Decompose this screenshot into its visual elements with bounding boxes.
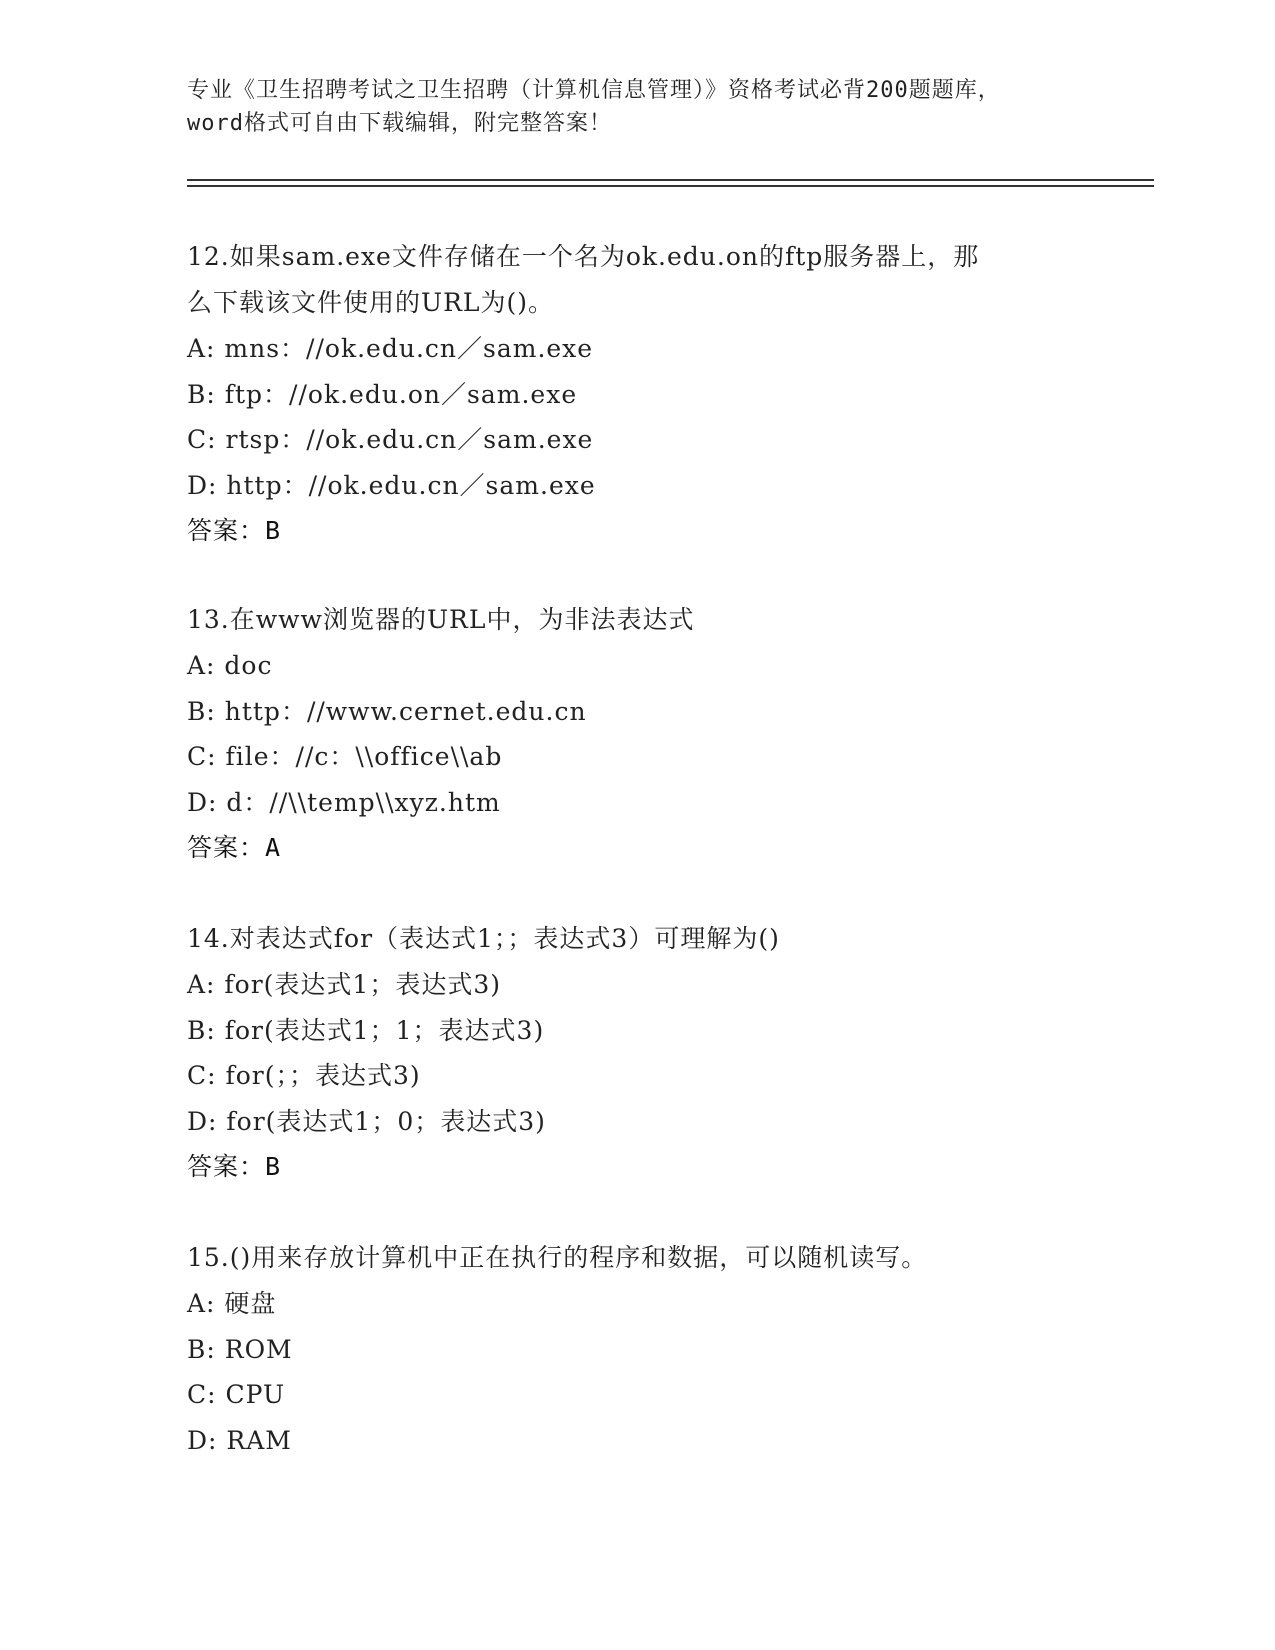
option-d: D: RAM	[187, 1425, 292, 1455]
document-header	[187, 74, 1087, 140]
question-13	[187, 597, 1087, 870]
option-a: A: doc	[187, 651, 273, 680]
option-c: C: rtsp：//ok.edu.cn／sam.exe	[187, 425, 594, 454]
option-b: B: http：//www.cernet.edu.cn	[187, 696, 587, 726]
header-divider-bottom	[187, 185, 1154, 187]
answer-line: 答案：A	[187, 833, 282, 862]
question-text: 15.()用来存放计算机中正在执行的程序和数据，可以随机读写。	[187, 1243, 928, 1272]
option-d: D: d：//\\temp\\xyz.htm	[187, 787, 501, 817]
option-d: D: for(表达式1；0；表达式3)	[187, 1106, 546, 1136]
option-b: B: ftp：//ok.edu.on／sam.exe	[187, 379, 578, 409]
answer-line: 答案：B	[187, 516, 282, 545]
question-12	[187, 234, 1087, 553]
question-14	[187, 916, 1087, 1189]
header-line-1: 专业《卫生招聘考试之卫生招聘（计算机信息管理）》资格考试必背200题题库，	[187, 78, 1001, 103]
option-c: C: for(；；表达式3)	[187, 1061, 421, 1090]
option-c: C: CPU	[187, 1380, 286, 1409]
question-text: 么下载该文件使用的URL为()。	[187, 288, 555, 317]
option-c: C: file：//c：\\office\\ab	[187, 742, 503, 771]
question-text: 12.如果sam.exe文件存储在一个名为ok.edu.on的ftp服务器上，那	[187, 242, 980, 271]
option-a: A: mns：//ok.edu.cn／sam.exe	[187, 334, 594, 363]
question-text: 13.在www浏览器的URL中，为非法表达式	[187, 605, 695, 634]
question-15	[187, 1235, 1087, 1463]
header-line-2: word格式可自由下载编辑，附完整答案！	[187, 111, 612, 136]
option-a: A: for(表达式1；表达式3)	[187, 970, 501, 999]
header-divider-top	[187, 179, 1154, 181]
option-b: B: ROM	[187, 1334, 293, 1364]
question-text: 14.对表达式for（表达式1；；表达式3）可理解为()	[187, 924, 780, 953]
option-d: D: http：//ok.edu.cn／sam.exe	[187, 470, 596, 500]
option-b: B: for(表达式1；1；表达式3)	[187, 1015, 545, 1045]
answer-line: 答案：B	[187, 1152, 282, 1181]
option-a: A: 硬盘	[187, 1289, 277, 1318]
